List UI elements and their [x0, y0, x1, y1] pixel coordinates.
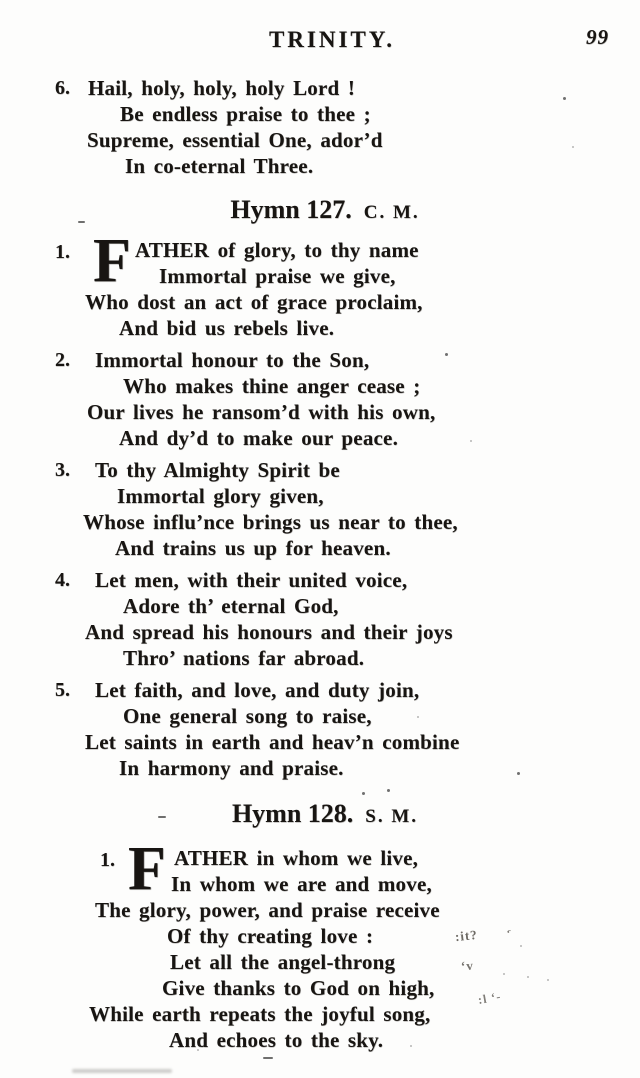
ink-dash [263, 1057, 273, 1059]
verse-line: Let saints in earth and heav’n combine [85, 730, 460, 754]
verse-number: 6. [55, 77, 70, 99]
ink-speck [445, 353, 448, 356]
page-header [0, 0, 640, 55]
verse-line: Hail, holy, holy, holy Lord ! [88, 76, 356, 100]
verse-number: 1. [100, 849, 115, 871]
hymn-128-title: Hymn 128. [231, 799, 354, 828]
verse-number: 2. [55, 349, 70, 371]
verse-line: Let men, with their united voice, [95, 568, 408, 592]
verse-line: ATHER of glory, to thy name [135, 238, 419, 262]
hymn-128-heading [5, 799, 640, 833]
verse-carryover-6 [55, 75, 640, 179]
verse-line: And echoes to the sky. [169, 1028, 384, 1052]
ink-dash [158, 816, 166, 818]
verse-line: Thro’ nations far abroad. [123, 646, 365, 670]
verse-line: Give thanks to God on high, [162, 976, 435, 1000]
verse-line: In co-eternal Three. [125, 154, 314, 178]
verse-line: The glory, power, and praise receive [95, 898, 440, 922]
hymn-128-meter: S. M. [365, 806, 419, 827]
drop-cap-initial: F [93, 227, 131, 295]
ink-speck [470, 440, 472, 442]
verse-line: Let faith, and love, and duty join, [95, 678, 420, 702]
verse-line: Our lives he ransom’d with his own, [87, 400, 436, 424]
ink-speck [520, 945, 522, 947]
ink-dash [78, 221, 85, 223]
ink-speck [547, 979, 549, 981]
verse-line: To thy Almighty Spirit be [95, 458, 340, 482]
verse-line: Adore th’ eternal God, [123, 594, 339, 618]
verse-127-4 [55, 567, 640, 671]
ink-speck [362, 792, 365, 795]
ink-speck [517, 772, 520, 775]
verse-number: 5. [55, 679, 70, 701]
verse-line: ATHER in whom we live, [174, 846, 419, 870]
verse-line: And trains us up for heaven. [115, 536, 391, 560]
hymn-127-meter: C. M. [363, 202, 420, 223]
verse-number: 4. [55, 569, 70, 591]
verse-127-5 [55, 677, 640, 781]
verse-line: Let all the angel-throng [170, 950, 396, 974]
ink-smudge: :it? [454, 926, 479, 945]
ink-speck [503, 973, 505, 975]
verse-line: Whose influ’nce brings us near to thee, [83, 510, 458, 534]
verse-line: While earth repeats the joyful song, [89, 1002, 431, 1026]
verse-127-1 [55, 227, 640, 341]
ink-speck [387, 789, 390, 792]
ink-smudge: :l ʻ- [476, 989, 503, 1007]
verse-127-3 [55, 457, 640, 561]
hymn-127-heading [5, 195, 640, 229]
section-title: TRINITY. [268, 27, 396, 52]
ink-speck [410, 1045, 412, 1047]
ink-speck [572, 146, 574, 148]
drop-cap-initial: F [128, 835, 166, 903]
verse-line: In harmony and praise. [119, 756, 344, 780]
hymn-127-title: Hymn 127. [230, 195, 352, 224]
verse-line: And bid us rebels live. [119, 316, 335, 340]
ink-speck [563, 97, 566, 100]
page-number: 99 [586, 25, 609, 49]
ink-smudge: ʻv [460, 957, 475, 974]
verse-line: Be endless praise to thee ; [120, 102, 371, 126]
verse-line: One general song to raise, [123, 704, 372, 728]
verse-128-1 [55, 835, 640, 1053]
ink-speck [197, 1049, 199, 1051]
verse-line: In whom we are and move, [171, 872, 432, 896]
ink-speck [417, 716, 419, 718]
verse-line: Immortal honour to the Son, [95, 348, 370, 372]
verse-line: Who makes thine anger cease ; [123, 374, 421, 398]
scan-smear [72, 1069, 172, 1073]
ink-speck [527, 976, 529, 978]
verse-line: Who dost an act of grace proclaim, [85, 290, 423, 314]
verse-line: Supreme, essential One, ador’d [87, 128, 383, 152]
ink-smudge: ʻ [501, 926, 515, 941]
verse-line: And spread his honours and their joys [85, 620, 453, 644]
verse-line: And dy’d to make our peace. [119, 426, 399, 450]
verse-line: Immortal praise we give, [159, 264, 396, 288]
verse-127-2 [55, 347, 640, 451]
verse-number: 3. [55, 459, 70, 481]
verse-line: Immortal glory given, [117, 484, 324, 508]
verse-number: 1. [55, 241, 70, 263]
verse-line: Of thy creating love : [167, 924, 374, 948]
